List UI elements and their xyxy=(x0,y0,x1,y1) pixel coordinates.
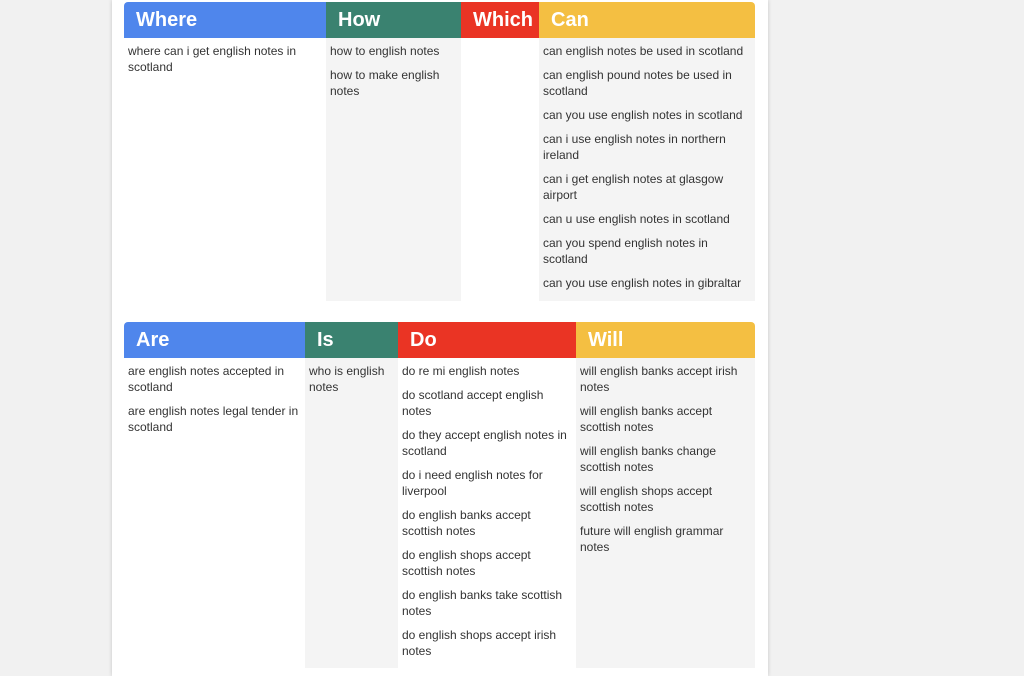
suggestion-item[interactable]: can you use english notes in scotland xyxy=(543,108,743,122)
question-group-1 xyxy=(124,2,755,301)
column-where xyxy=(124,2,326,301)
column-will xyxy=(576,322,755,668)
suggestion-item[interactable]: do english shops accept scottish notes xyxy=(402,548,531,578)
suggestion-item[interactable]: who is english notes xyxy=(309,364,385,394)
column-body-can xyxy=(539,38,755,301)
column-are xyxy=(124,322,305,668)
column-is xyxy=(305,322,398,668)
suggestion-item[interactable]: where can i get english notes in scotland xyxy=(128,44,297,74)
suggestion-item[interactable]: do re mi english notes xyxy=(402,364,520,378)
column-body-do xyxy=(398,358,576,668)
suggestion-item[interactable]: can you spend english notes in scotland xyxy=(543,236,708,266)
suggestion-item[interactable]: do english banks take scottish notes xyxy=(402,588,563,618)
suggestion-item[interactable]: will english banks accept scottish notes xyxy=(580,404,713,434)
column-header-will: Will xyxy=(576,322,755,358)
suggestion-item[interactable]: can i get english notes at glasgow airport xyxy=(543,172,724,202)
suggestion-item[interactable]: can english notes be used in scotland xyxy=(543,44,744,58)
column-body-how xyxy=(326,38,461,301)
suggestion-item[interactable]: do they accept english notes in scotland xyxy=(402,428,567,458)
suggestion-item[interactable]: do scotland accept english notes xyxy=(402,388,544,418)
results-page xyxy=(112,0,768,676)
suggestion-item[interactable]: future will english grammar notes xyxy=(580,524,724,554)
column-body-will xyxy=(576,358,755,668)
column-header-which: Which xyxy=(461,2,539,38)
suggestion-item[interactable]: can you use english notes in gibraltar xyxy=(543,276,742,290)
column-how xyxy=(326,2,461,301)
suggestion-item[interactable]: are english notes accepted in scotland xyxy=(128,364,285,394)
suggestion-item[interactable]: how to make english notes xyxy=(330,68,440,98)
column-header-where: Where xyxy=(124,2,326,38)
suggestion-item[interactable]: how to english notes xyxy=(330,44,440,58)
column-do xyxy=(398,322,576,668)
column-body-are xyxy=(124,358,305,668)
suggestion-item[interactable]: do english shops accept irish notes xyxy=(402,628,557,658)
suggestion-item[interactable]: can u use english notes in scotland xyxy=(543,212,730,226)
suggestion-item[interactable]: do i need english notes for liverpool xyxy=(402,468,543,498)
column-body-is xyxy=(305,358,398,668)
column-header-how: How xyxy=(326,2,461,38)
suggestion-item[interactable]: will english banks accept irish notes xyxy=(580,364,738,394)
suggestion-item[interactable]: can english pound notes be used in scotland xyxy=(543,68,732,98)
column-can xyxy=(539,2,755,301)
suggestion-item[interactable]: are english notes legal tender in scotland xyxy=(128,404,299,434)
suggestion-item[interactable]: will english shops accept scottish notes xyxy=(580,484,713,514)
suggestion-item[interactable]: will english banks change scottish notes xyxy=(580,444,717,474)
column-header-can: Can xyxy=(539,2,755,38)
column-header-do: Do xyxy=(398,322,576,358)
suggestion-item[interactable]: can i use english notes in northern ireland xyxy=(543,132,726,162)
column-which xyxy=(461,2,539,301)
question-group-2 xyxy=(124,322,755,668)
column-body-where xyxy=(124,38,326,301)
column-body-which xyxy=(461,38,539,301)
column-header-is: Is xyxy=(305,322,398,358)
column-header-are: Are xyxy=(124,322,305,358)
suggestion-item[interactable]: do english banks accept scottish notes xyxy=(402,508,531,538)
